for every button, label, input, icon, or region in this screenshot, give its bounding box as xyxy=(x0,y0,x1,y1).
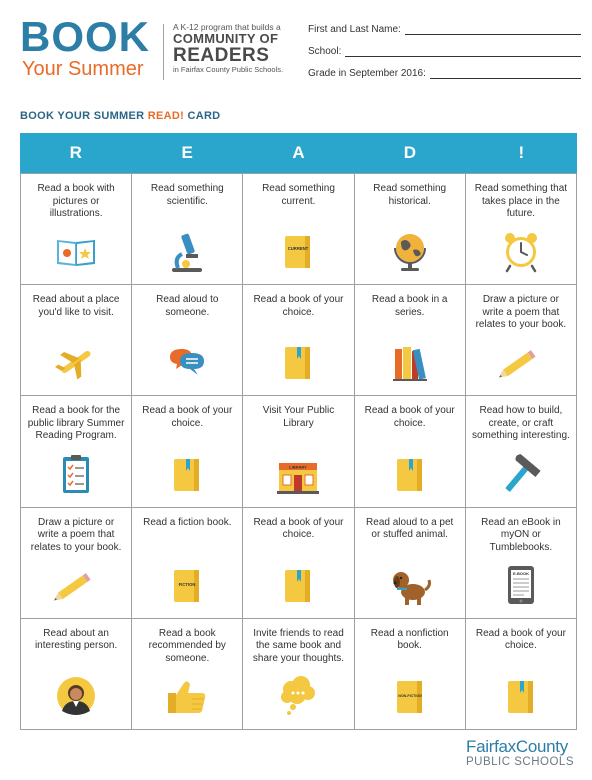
book-icon xyxy=(164,451,210,497)
book-icon xyxy=(498,673,544,719)
challenge-text: Read a book of your choice. xyxy=(142,405,233,429)
challenge-cell[interactable] xyxy=(466,619,577,730)
challenge-cell[interactable] xyxy=(355,285,466,396)
library-building-icon xyxy=(275,451,321,497)
challenge-cell[interactable] xyxy=(355,174,466,285)
challenge-cell[interactable] xyxy=(132,174,243,285)
name-label: First and Last Name: xyxy=(308,24,401,35)
column-header-d: D xyxy=(403,143,417,162)
column-header-a: A xyxy=(292,143,305,162)
tagline-line3: in Fairfax County Public Schools. xyxy=(173,65,284,74)
logo-book-text: BOOK xyxy=(20,13,150,60)
challenge-cell[interactable] xyxy=(21,619,132,730)
name-field[interactable] xyxy=(308,24,581,35)
globe-icon xyxy=(387,228,433,274)
challenge-text: Read how to build, create, or craft something interesting. xyxy=(471,405,570,442)
challenge-cell[interactable] xyxy=(466,396,577,507)
svg-text:E-BOOK: E-BOOK xyxy=(512,570,529,576)
challenge-text: Read a book with pictures or illustrations. xyxy=(37,183,115,219)
grade-label: Grade in September 2016: xyxy=(308,68,426,79)
column-header-e: E xyxy=(181,143,193,162)
challenge-text: Read an eBook in myON or Tumblebooks. xyxy=(481,516,561,553)
challenge-cell[interactable] xyxy=(132,396,243,507)
hammer-icon xyxy=(498,451,544,497)
challenge-cell[interactable] xyxy=(355,619,466,730)
challenge-text: Read a book for the public library Summer Reading Program. xyxy=(27,405,125,442)
challenge-text: Read a book of your choice. xyxy=(253,294,344,318)
alarm-clock-icon xyxy=(498,228,544,274)
challenge-cell[interactable] xyxy=(21,396,132,507)
book-icon xyxy=(387,451,433,497)
book-icon xyxy=(275,562,321,608)
pencil-icon xyxy=(498,339,544,385)
grade-field[interactable] xyxy=(308,68,581,79)
tagline-line1: A K-12 program that builds a xyxy=(173,22,281,32)
challenge-text: Draw a picture or write a poem that relates to your book. xyxy=(30,516,122,553)
card-title-suffix: CARD xyxy=(184,110,221,122)
name-line[interactable] xyxy=(405,25,581,35)
challenge-cell[interactable] xyxy=(243,619,354,730)
challenge-text: Read a book of your choice. xyxy=(253,516,344,541)
logo-summer-text: Your Summer xyxy=(22,58,144,80)
svg-text:CURRENT: CURRENT xyxy=(288,246,309,252)
svg-text:NON-FICTION: NON-FICTION xyxy=(397,693,422,698)
challenge-text: Read something historical. xyxy=(373,183,447,207)
challenge-text: Read a nonfiction book. xyxy=(370,627,449,652)
card-title-accent: READ! xyxy=(147,110,185,122)
pencil-icon xyxy=(53,562,99,608)
svg-text:FICTION: FICTION xyxy=(178,581,196,587)
challenge-text: Read a book recommended by someone. xyxy=(148,627,226,664)
footer-line1: FairfaxCounty xyxy=(466,737,568,756)
challenge-cell[interactable] xyxy=(21,174,132,285)
thumbs-up-icon xyxy=(164,673,210,719)
school-field[interactable] xyxy=(308,46,581,57)
challenge-cell[interactable] xyxy=(21,285,132,396)
card-title-prefix: BOOK YOUR SUMMER xyxy=(20,110,148,122)
challenge-text: Visit Your Public Library xyxy=(262,405,335,429)
footer-line2: PUBLIC SCHOOLS xyxy=(466,756,574,768)
nonfiction-book-icon xyxy=(387,673,433,719)
challenge-text: Read a book in a series. xyxy=(371,294,448,318)
challenge-cell[interactable] xyxy=(243,508,354,619)
challenge-text: Read about an interesting person. xyxy=(34,627,118,652)
book-series-icon xyxy=(387,339,433,385)
fairfax-county-logo xyxy=(466,738,574,769)
current-book-icon xyxy=(275,228,321,274)
column-header-r: R xyxy=(69,143,82,162)
challenge-cells xyxy=(20,173,577,730)
challenge-cell[interactable] xyxy=(21,508,132,619)
challenge-text: Read about a place you'd like to visit. xyxy=(32,294,120,318)
ereader-icon xyxy=(498,562,544,608)
challenge-cell[interactable] xyxy=(466,285,577,396)
challenge-text: Read something that takes place in the future. xyxy=(474,183,568,219)
challenge-cell[interactable] xyxy=(132,508,243,619)
challenge-text: Invite friends to read the same book and share your thoughts. xyxy=(252,627,345,664)
challenge-cell[interactable] xyxy=(355,396,466,507)
thought-bubble-icon xyxy=(275,673,321,719)
challenge-cell[interactable] xyxy=(466,508,577,619)
clipboard-icon xyxy=(53,451,99,497)
column-header-exclaim: ! xyxy=(518,143,525,162)
svg-text:LIBRARY: LIBRARY xyxy=(289,464,308,470)
speech-bubbles-icon xyxy=(164,339,210,385)
microscope-icon xyxy=(164,228,210,274)
logo-divider xyxy=(163,24,164,80)
challenge-text: Read a book of your choice. xyxy=(475,627,566,652)
challenge-cell[interactable] xyxy=(466,174,577,285)
person-icon xyxy=(53,673,99,719)
card-title xyxy=(20,110,220,122)
challenge-text: Read a book of your choice. xyxy=(364,405,455,429)
challenge-cell[interactable] xyxy=(243,285,354,396)
book-icon xyxy=(275,339,321,385)
fiction-book-icon xyxy=(164,562,210,608)
challenge-cell[interactable] xyxy=(132,619,243,730)
airplane-icon xyxy=(53,339,99,385)
school-label: School: xyxy=(308,46,342,57)
challenge-text: Read something scientific. xyxy=(150,183,224,207)
challenge-text: Read something current. xyxy=(262,183,335,207)
column-header-row xyxy=(20,133,577,173)
challenge-cell[interactable] xyxy=(132,285,243,396)
grade-line[interactable] xyxy=(430,69,581,79)
challenge-text: Read aloud to someone. xyxy=(156,294,219,318)
tagline-readers: READERS xyxy=(173,45,270,66)
challenge-cell[interactable] xyxy=(355,508,466,619)
dog-icon xyxy=(387,562,433,608)
school-line[interactable] xyxy=(345,47,581,57)
challenge-cell[interactable] xyxy=(243,174,354,285)
tagline-community: COMMUNITY OF xyxy=(173,31,279,46)
read-card-grid xyxy=(20,133,577,730)
program-tagline xyxy=(173,22,303,75)
open-book-icon xyxy=(53,228,99,274)
challenge-text: Read a fiction book. xyxy=(143,516,232,528)
challenge-text: Draw a picture or write a poem that relates to your book. xyxy=(475,294,567,331)
challenge-cell[interactable] xyxy=(243,396,354,507)
challenge-text: Read aloud to a pet or stuffed animal. xyxy=(366,516,454,541)
